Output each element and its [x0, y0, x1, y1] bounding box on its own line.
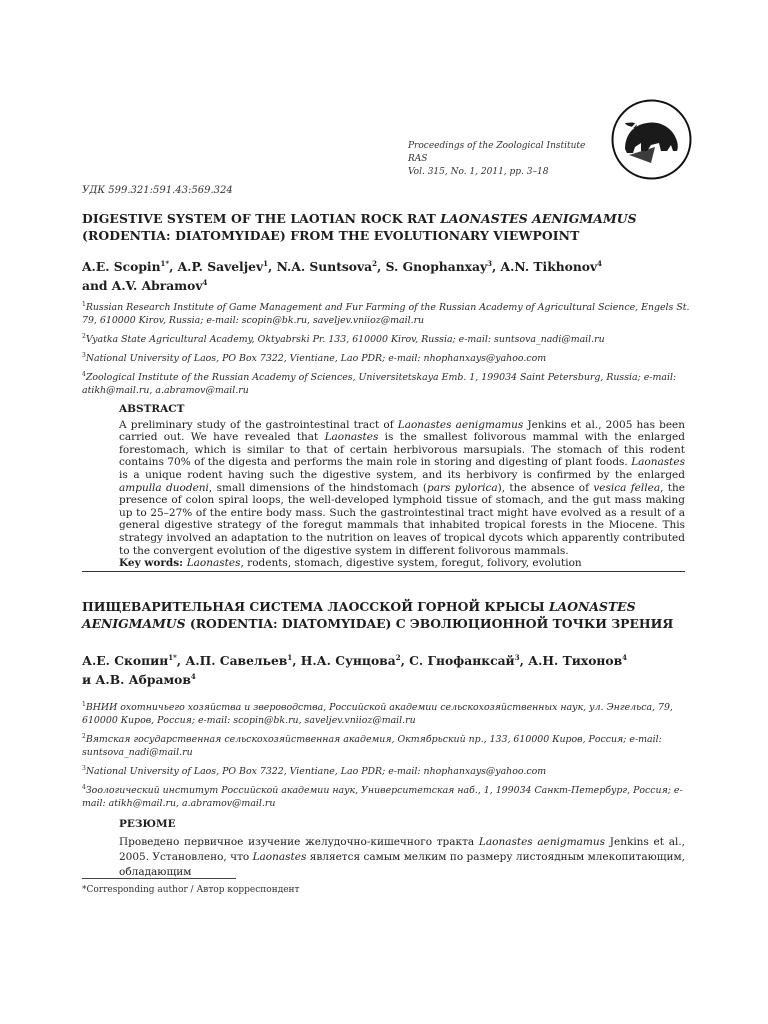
author-sup: 2: [372, 259, 377, 268]
aff-num: 3: [82, 765, 86, 772]
aff-text: Russian Research Institute of Game Management and Fur Farming of the Russian Academy of Agricultural Science, Engels St. 79, 610000 Kirov, Russia; e-mail: scopin@bk.ru, saveljev.vniioz@mail.ru: [82, 302, 690, 326]
author-sup: 2: [395, 653, 401, 662]
abstract-en: [119, 403, 685, 570]
article-title-en: [82, 210, 692, 244]
author-sup: 4: [597, 259, 603, 268]
affiliation: [82, 762, 692, 778]
article-title-ru: [82, 598, 692, 632]
aff-num: 4: [82, 371, 86, 378]
keywords: [119, 557, 685, 570]
aff-text: National University of Laos, PO Box 7322, Vientiane, Lao PDR; e-mail: nhophanxays@yahoo.com: [85, 766, 547, 777]
footnote-divider: [82, 878, 236, 879]
author-sup: 4: [622, 653, 628, 662]
section-divider: [82, 571, 685, 572]
keywords-label: Key words:: [119, 557, 187, 570]
institute-logo: [611, 99, 692, 180]
title-en-part: DIGESTIVE SYSTEM OF THE LAOTIAN ROCK RAT: [82, 211, 441, 226]
author: A.V. Abramov: [111, 278, 203, 294]
abstract-text: A preliminary study of the gastrointestinal tract of: [119, 418, 398, 431]
abstract-text: is a unique rodent having such the digestive system, and its herbivory is confirmed by the enlarged: [119, 468, 685, 481]
authors-ru: А.Е. Скопин$^{1*}$, А.П. Савельев$^1$, Н.А. Сунцова$^2$, С. Гнофанксай$^3$, А.Н. Тихонов$^4$ и А.В. Абрамов$^4$: [82, 653, 628, 688]
author-sup: 1: [263, 259, 269, 268]
journal-volume: Vol. 315, No. 1, 2011, pp. 3–18: [408, 167, 549, 177]
author-sup: 4: [202, 278, 208, 288]
abstract-text: является самым мелким по размеру листоядным млекопитающим, обладающим: [119, 851, 685, 878]
author-sup: 1: [287, 653, 293, 662]
footnote: *Corresponding author / Автор корреспондент: [82, 885, 300, 895]
author: А.Н. Тихонов: [528, 653, 623, 669]
abstract-text: Jenkins et al., 2005. Установлено, что: [119, 836, 686, 863]
aff-text: Зоологический институт Российской академии наук, Университетская наб., 1, 199034 Санкт-Петербург, Россия; e-mail: atikh@mail.ru, a.abramov@mail.ru: [82, 785, 683, 809]
abstract-text: ), the absence of: [497, 481, 594, 494]
abstract-body: [119, 419, 685, 558]
author: A.E. Scopin: [82, 259, 161, 275]
abstract-text: Проведено первичное изучение желудочно-кишечного тракта: [119, 836, 479, 848]
aff-num: 4: [82, 784, 86, 791]
title-en-species: LAONASTES AENIGMAMUS: [440, 211, 637, 226]
abstract-body: [119, 835, 685, 880]
title-ru-part: (RODENTIA: DIATOMYIDAE) С ЭВОЛЮЦИОННОЙ ТОЧКИ ЗРЕНИЯ: [185, 616, 674, 631]
aff-num: 1: [82, 301, 86, 308]
author-sup: 3: [514, 653, 520, 662]
abstract-italic: Laonastes: [631, 456, 685, 469]
abstract-text: Jenkins et al., 2005 has been carried out. We have revealed that: [119, 418, 686, 444]
abstract-italic: Laonastes aenigmamus: [397, 418, 524, 431]
aff-text: Vyatka State Agricultural Academy, Oktyabrski Pr. 133, 610000 Kirov, Russia; e-mail: suntsova_nadi@mail.ru: [85, 334, 605, 345]
abstract-ru: [119, 817, 685, 880]
abstract-heading: РЕЗЮМЕ: [119, 818, 176, 830]
abstract-italic: ampulla duodeni: [119, 481, 209, 494]
affiliations-en: [82, 298, 692, 400]
abstract-text: , the presence of colon spiral loops, the well-developed lymphoid tissue of stomach, and the gut mass making up to 25–27% of the entire body mass. Such the gastrointestinal tract might have evolved as a result of a general digestive strategy of the foregut mammals that inhabited tropical forests in the Miocene. This strategy involved an adaptation to the nutrition on leaves of tropical dycots which apparently contributed to the convergent evolution of the digestive system in different folivorous mammals.: [119, 481, 685, 557]
aff-num: 1: [82, 701, 86, 708]
title-ru-part: ПИЩЕВАРИТЕЛЬНАЯ СИСТЕМА ЛАОССКОЙ ГОРНОЙ КРЫСЫ: [82, 599, 549, 614]
aff-text: National University of Laos, PO Box 7322, Vientiane, Lao PDR; e-mail: nhophanxays@yahoo.com: [85, 353, 547, 364]
affiliation: [82, 730, 692, 759]
author: А.В. Абрамов: [95, 672, 191, 688]
title-ru-species: LAONASTES AENIGMAMUS: [82, 599, 636, 631]
affiliation: [82, 349, 692, 365]
abstract-text: is the smallest folivorous mammal with the enlarged forestomach, which is similar to that of certain herbivorous marsupials. The stomach of this rodent contains 70% of the digesta and performs the main role in storing and digesting of plant foods.: [119, 431, 685, 469]
author-sup: 1*: [160, 259, 170, 268]
journal-citation: [408, 140, 598, 179]
author: А.П. Савельев: [185, 653, 288, 669]
author-sup: 1*: [168, 653, 177, 662]
abstract-italic: vesica fellea: [593, 481, 661, 494]
title-en-part: (RODENTIA: DIATOMYIDAE) FROM THE EVOLUTIONARY VIEWPOINT: [82, 228, 580, 243]
affiliation: [82, 330, 692, 346]
abstract-italic: Laonastes aenigmamus: [478, 836, 606, 848]
author: С. Гнофанксай: [409, 653, 515, 669]
author: N.A. Suntsova: [276, 259, 373, 275]
aff-num: 2: [82, 333, 86, 340]
aff-text: Вятская государственная сельскохозяйственная академия, Октябрьский пр., 133, 610000 Киров, Россия; e-mail: suntsova_nadi@mail.ru: [82, 734, 662, 758]
abstract-italic: Laonastes: [252, 851, 307, 863]
keywords-italic: Laonastes: [186, 557, 241, 570]
aff-num: 3: [82, 352, 86, 359]
udk-code: УДК 599.321:591.43:569.324: [82, 185, 233, 196]
affiliation: [82, 298, 692, 327]
aff-num: 2: [82, 733, 86, 740]
affiliation: [82, 368, 692, 397]
affiliations-ru: [82, 698, 692, 813]
abstract-heading: ABSTRACT: [119, 403, 185, 415]
author-sup: 3: [487, 259, 492, 268]
author-sup: 4: [190, 672, 196, 682]
journal-name: Proceedings of the Zoological Institute RAS: [408, 141, 586, 164]
aff-text: ВНИИ охотничьего хозяйства и звероводства, Российской академии сельскохозяйственных наук, ул. Энгельса, 79, 610000 Киров, Россия; e-mail: scopin@bk.ru, saveljev.vniioz@mail.ru: [82, 702, 673, 726]
author: Н.А. Сунцова: [300, 653, 396, 669]
affiliation: [82, 781, 692, 810]
author: S. Gnophanxay: [385, 259, 488, 275]
authors-en: A.E. Scopin$^{1*}$, A.P. Saveljev$^1$, N.A. Suntsova$^2$, S. Gnophanxay$^3$, A.N. Tikhonov$^4$ and A.V. Abramov$^4$: [82, 259, 603, 294]
author: A.P. Saveljev: [177, 259, 264, 275]
aff-text: Zoological Institute of the Russian Academy of Sciences, Universitetskaya Emb. 1, 199034 Saint Petersburg, Russia; e-mail: atikh@mail.ru, a.abramov@mail.ru: [82, 372, 677, 396]
abstract-italic: pars pylorica: [426, 481, 498, 494]
keywords-text: , rodents, stomach, digestive system, foregut, folivory, evolution: [240, 557, 582, 570]
abstract-italic: Laonastes: [324, 431, 379, 444]
affiliation: [82, 698, 692, 727]
author: А.Е. Скопин: [82, 653, 169, 669]
author: A.N. Tikhonov: [500, 259, 598, 275]
abstract-text: , small dimensions of the hindstomach (: [208, 481, 427, 494]
